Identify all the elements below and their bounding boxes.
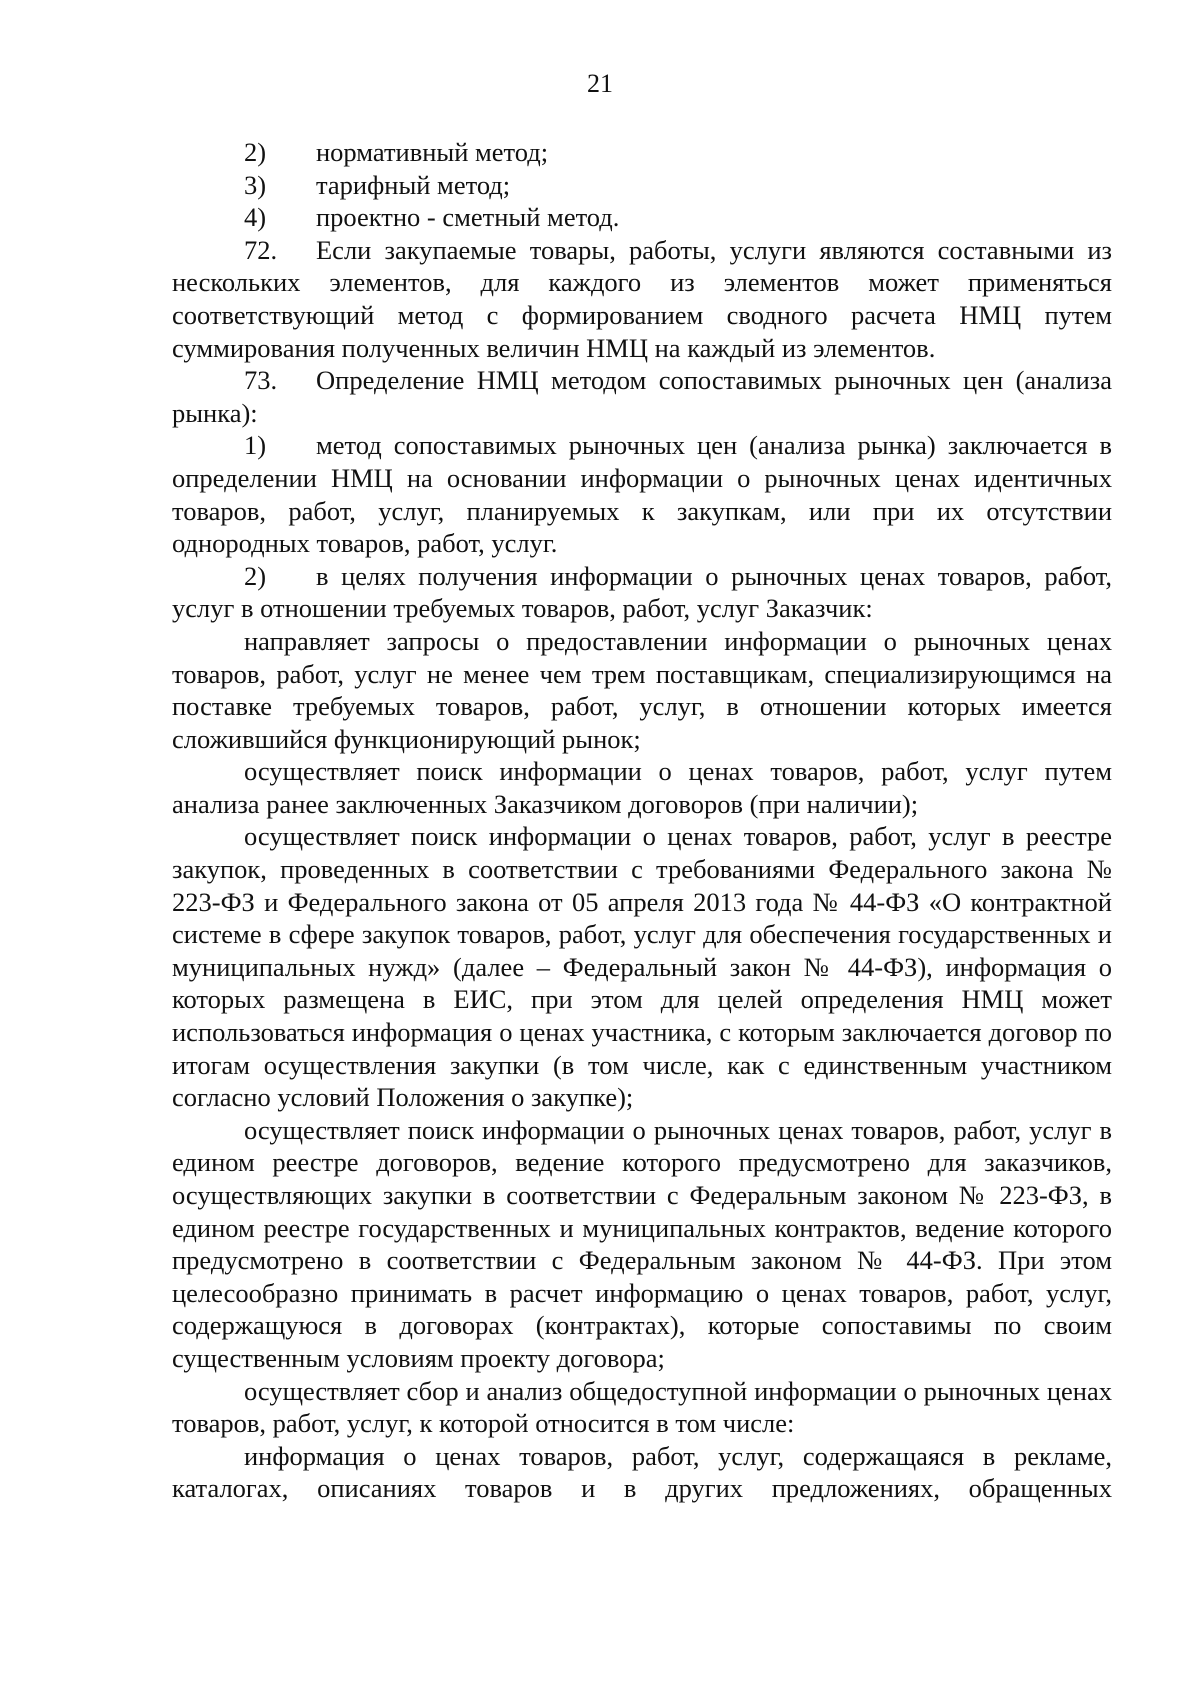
item-text: метод сопоставимых рыночных цен (анализа рынка) заключается в определении НМЦ на основании информации о рыночных ценах идентичных товаров, работ, услуг, планируемых к закупкам, или при их отсутствии однородных товаров, работ, услуг. — [172, 430, 1112, 559]
item-text: в целях получения информации о рыночных ценах товаров, работ, услуг в отношении требуемых товаров, работ, услуг Заказчик: — [172, 560, 1112, 624]
paragraph: направляет запросы о предоставлении информации о рыночных ценах товаров, работ, услуг не менее чем трем поставщикам, специализирующимся на поставке требуемых товаров, работ, услуг, в отношении которых имеется сложившийся функционирующий рынок; — [172, 625, 1112, 754]
list-item — [172, 136, 1112, 169]
item-number: 2) — [244, 137, 267, 167]
paragraph: информация о ценах товаров, работ, услуг, содержащаяся в рекламе, каталогах, описаниях товаров и в других предложениях, обращенных — [172, 1440, 1112, 1504]
paragraph: осуществляет сбор и анализ общедоступной информации о рыночных ценах товаров, работ, услуг, к которой относится в том числе: — [172, 1375, 1112, 1439]
item-number: 4) — [244, 202, 267, 233]
item-text: тарифный метод; — [316, 169, 511, 200]
subclause-2 — [172, 560, 1112, 625]
item-number: 73. — [244, 365, 278, 396]
item-number: 3) — [244, 169, 267, 200]
item-text: проектно - сметный метод. — [316, 202, 620, 233]
item-text: Определение НМЦ методом сопоставимых рыночных цен (анализа рынка): — [172, 365, 1112, 428]
clause-72 — [172, 234, 1112, 364]
list-item — [172, 169, 1112, 202]
page-number: 21 — [587, 69, 613, 98]
paragraph: осуществляет поиск информации о рыночных ценах товаров, работ, услуг в едином реестре договоров, ведение которого предусмотрено для заказчиков, осуществляющих закупки в соответствии с Федеральным законом № 223-ФЗ, в едином реестре государственных и муниципальных контрактов, ведение которого предусмотрено в соответствии с Федеральным законом № 44-ФЗ. При этом целесообразно принимать в расчет информацию о ценах товаров, работ, услуг, содержащуюся в договорах (контрактах), которые сопоставимы по своим существенным условиям проекту договора; — [172, 1114, 1112, 1373]
paragraph: осуществляет поиск информации о ценах товаров, работ, услуг путем анализа ранее заключенных Заказчиком договоров (при наличии); — [172, 756, 1112, 819]
item-text: Если закупаемые товары, работы, услуги являются составными из нескольких элементов, для каждого из элементов может применяться соответствующий метод с формированием сводного расчета НМЦ путем суммирования полученных величин НМЦ на каждый из элементов. — [172, 234, 1112, 363]
item-number: 1) — [244, 430, 267, 461]
item-number: 72. — [244, 234, 278, 265]
item-text: нормативный метод; — [316, 137, 549, 167]
list-item — [172, 201, 1112, 234]
paragraph: осуществляет поиск информации о ценах товаров, работ, услуг в реестре закупок, проведенных в соответствии с требованиями Федерального закона № 223-ФЗ и Федерального закона от 05 апреля 2013 года № 44-ФЗ «О контрактной системе в сфере закупок товаров, работ, услуг для обеспечения государственных и муниципальных нужд» (далее – Федеральный закон № 44-ФЗ), информация о которых размещена в ЕИС, при этом для целей определения НМЦ может использоваться информация о ценах участника, с которым заключается договор по итогам осуществления закупки (в том числе, как с единственным участником согласно условий Положения о закупке); — [172, 821, 1112, 1113]
document-body — [172, 136, 1112, 1505]
clause-73 — [172, 364, 1112, 429]
subclause-1 — [172, 429, 1112, 559]
item-number: 2) — [244, 560, 267, 591]
